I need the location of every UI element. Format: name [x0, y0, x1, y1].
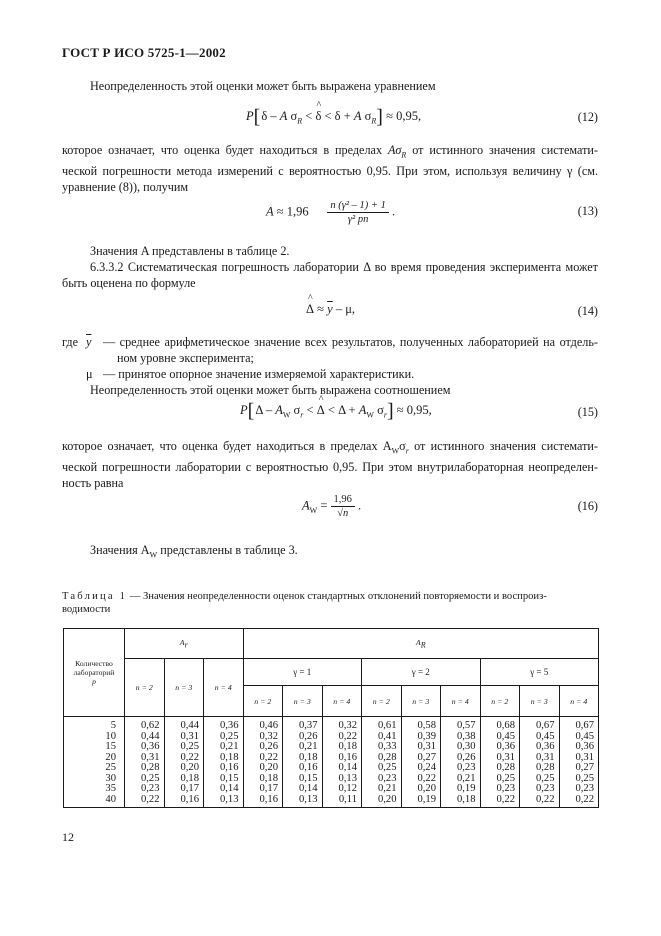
equation-13: A ≈ 1,96 $\frac{\text{n (γ² – 1) + 1}}{\text{γ² pn}}$ .	[266, 200, 396, 225]
eq16-denominator: √n	[337, 508, 349, 519]
table-cell: 0,31	[180, 730, 199, 742]
table-cell: 0,16	[298, 762, 318, 773]
paragraph-3: Значения A представлены в таблице 2.	[90, 244, 290, 258]
table-cell: 0,22	[140, 793, 160, 805]
table-col-6	[362, 717, 402, 808]
table-cell: 0,15	[219, 772, 239, 784]
equation-14: Δ ^ ≈ $\overline{y}$ – μ,	[306, 293, 356, 316]
table-cell: 0,36	[496, 741, 515, 752]
table-col-2	[204, 717, 244, 808]
table-cell: 0,28	[496, 762, 515, 773]
table-col-p	[64, 717, 125, 808]
table-cell: 0,36	[575, 741, 594, 752]
table-cell: 0,17	[180, 783, 199, 794]
table-cell-p: 5	[110, 720, 116, 731]
document-header: ГОСТ Р ИСО 5725-1—2002	[62, 45, 226, 60]
table-cell: 0,22	[496, 793, 515, 805]
uncertainty-table	[63, 628, 599, 808]
table-body-row	[64, 717, 599, 808]
table-cell: 0,61	[377, 720, 397, 731]
equation-number-15: (15)	[577, 405, 598, 419]
table-col-11	[559, 717, 599, 808]
table-cell: 0,39	[417, 730, 436, 742]
eq16-numerator: 1,96	[331, 494, 355, 507]
paragraph-2-text-b: от истинного значения системати-	[406, 143, 598, 157]
where-symbol-mu: μ	[86, 367, 93, 381]
table-cell: 0,15	[298, 772, 318, 784]
table-cell-p: 15	[105, 741, 116, 752]
table-cell-p: 30	[105, 772, 116, 784]
paragraph-2-text-d: уравнение (8)), получим	[62, 180, 189, 195]
eq13-numerator: n (γ² – 1) + 1	[330, 200, 386, 211]
table-header-n4-r: n = 4	[204, 659, 244, 717]
equation-number-13: (13)	[577, 204, 598, 218]
table-cell: 0,22	[535, 793, 555, 805]
eq12-rhs: 0,95,	[396, 109, 422, 123]
table-header-n4: n = 4	[559, 686, 599, 717]
table-header-n4: n = 4	[322, 686, 362, 717]
table-cell: 0,68	[496, 720, 515, 731]
table-header-gamma-1: γ = 1	[243, 659, 362, 686]
table-cell: 0,28	[535, 762, 555, 773]
table-cell: 0,18	[219, 751, 239, 763]
table-cell: 0,13	[219, 793, 239, 805]
paragraph-4-text-a: 6.3.3.2 Систематическая погрешность лаборатории Δ во время проведения эксперимента может	[90, 260, 598, 274]
table-caption-text: — Значения неопределенности оценок стандартных отклонений повторяемости и воспроиз-	[127, 591, 547, 602]
table-header-labs-label: Количество лабораторий	[73, 659, 115, 677]
table-cell: 0,23	[535, 783, 555, 794]
table-cell-p: 35	[105, 783, 116, 794]
paragraph-2-symbol: Aσ	[387, 143, 402, 157]
table-header-n4: n = 4	[441, 686, 481, 717]
table-caption-text-2: водимости	[62, 604, 111, 615]
table-cell: 0,26	[456, 751, 476, 763]
table-cell: 0,25	[575, 772, 594, 784]
table-cell: 0,21	[298, 741, 318, 752]
table-cell: 0,25	[140, 772, 160, 784]
table-cell-p: 10	[105, 730, 116, 742]
where-text-1: — среднее арифметическое значение всех результатов, полученных лабораторией на отдель-	[103, 335, 598, 349]
table-cell: 0,21	[456, 772, 476, 784]
paragraph-7	[90, 542, 298, 563]
table-cell-p: 40	[105, 793, 116, 805]
table-col-4	[283, 717, 323, 808]
table-cell: 0,11	[338, 793, 357, 805]
table-cell: 0,23	[496, 783, 515, 794]
table-cell: 0,37	[298, 720, 318, 731]
table-cell: 0,20	[259, 762, 278, 773]
table-cell: 0,22	[575, 793, 594, 805]
table-cell: 0,38	[456, 730, 476, 742]
eq13-coef: 1,96	[286, 204, 309, 219]
equation-number-12: (12)	[577, 110, 598, 124]
paragraph-5: Неопределенность этой оценки может быть выражена соотношением	[90, 383, 451, 397]
paragraph-6-text-d: ность равна	[62, 476, 124, 491]
table-cell: 0,36	[219, 720, 239, 731]
table-cell: 0,31	[417, 741, 436, 752]
table-cell: 0,36	[535, 741, 555, 752]
paragraph-6-text-c: ческой погрешности лаборатории с вероятностью 0,95. При этом внутрилабораторная неопределен-	[62, 460, 598, 475]
table-header-n2: n = 2	[362, 686, 402, 717]
table-cell: 0,27	[417, 751, 436, 763]
table-cell: 0,32	[338, 720, 357, 731]
table-cell: 0,30	[456, 741, 476, 752]
table-cell: 0,57	[456, 720, 476, 731]
table-caption	[62, 590, 598, 616]
equation-number-16: (16)	[577, 499, 598, 513]
table-cell: 0,28	[377, 751, 397, 763]
equation-number-14: (14)	[577, 304, 598, 318]
table-header-n3: n = 3	[520, 686, 560, 717]
table-cell: 0,14	[338, 762, 357, 773]
table-cell: 0,23	[456, 762, 476, 773]
table-cell: 0,25	[496, 772, 515, 784]
table-cell: 0,20	[180, 762, 199, 773]
table-cell: 0,31	[535, 751, 555, 763]
table-header-aR: $A_R$	[243, 629, 599, 659]
paragraph-7-text-b: представлены в таблице 3.	[157, 543, 298, 557]
table-cell: 0,44	[180, 720, 199, 731]
table-cell: 0,21	[377, 783, 397, 794]
eq13-denominator: γ² pn	[347, 214, 369, 225]
table-cell: 0,26	[259, 741, 278, 752]
table-cell: 0,14	[298, 783, 318, 794]
table-cell-p: 25	[105, 762, 116, 773]
table-cell: 0,16	[219, 762, 239, 773]
table-cell: 0,41	[377, 730, 397, 742]
table-cell: 0,22	[417, 772, 436, 784]
equation-12: P[ δ – A $\sigma_R < \delta$ ^ < δ + A $\sigma_R] \approx 0,95$,	[246, 100, 422, 128]
page-number: 12	[62, 830, 74, 844]
table-caption-prefix: Таблица 1	[62, 591, 128, 602]
table-col-0	[125, 717, 165, 808]
table-col-1	[164, 717, 204, 808]
table-cell: 0,22	[338, 730, 357, 742]
paragraph-6	[62, 438, 598, 491]
table-header-n2: n = 2	[243, 686, 283, 717]
table-header-ar: $A_r$	[125, 629, 244, 659]
table-cell: 0,25	[219, 730, 239, 742]
table-col-10	[520, 717, 560, 808]
table-cell: 0,28	[140, 762, 160, 773]
table-cell: 0,18	[259, 772, 278, 784]
table-cell: 0,67	[575, 720, 594, 731]
table-header-n2: n = 2	[480, 686, 520, 717]
paragraph-6-text-b: от истинного значения системати-	[408, 439, 598, 453]
table-header-labs-sub: p	[92, 677, 96, 686]
table-cell: 0,19	[417, 793, 436, 805]
table-header-gamma-2: γ = 2	[362, 659, 481, 686]
table-cell: 0,13	[338, 772, 357, 784]
table-cell: 0,24	[417, 762, 436, 773]
table-cell: 0,18	[180, 772, 199, 784]
paragraph-2-text-a: которое означает, что оценка будет находиться в пределах	[62, 143, 388, 157]
table-cell: 0,23	[575, 783, 594, 794]
table-header-n2-r: n = 2	[125, 659, 165, 717]
table-header-gamma-5: γ = 5	[480, 659, 599, 686]
where-text-2: — принятое опорное значение измеряемой характеристики.	[103, 367, 415, 381]
table-cell: 0,19	[456, 783, 476, 794]
paragraph-6-text-a: которое означает, что оценка будет находиться в пределах A	[62, 439, 392, 453]
table-cell: 0,22	[180, 751, 199, 763]
table-col-5	[322, 717, 362, 808]
table-cell: 0,45	[535, 730, 555, 742]
table-cell: 0,36	[140, 741, 160, 752]
paragraph-2	[62, 142, 598, 195]
paragraph-7-sub: W	[149, 550, 158, 560]
paragraph-4-text-b: быть оценена по формуле	[62, 276, 196, 290]
table-cell: 0,23	[140, 783, 160, 794]
table-cell: 0,16	[180, 793, 199, 805]
table-cell: 0,45	[496, 730, 515, 742]
table-cell: 0,18	[456, 793, 476, 805]
table-cell: 0,46	[259, 720, 278, 731]
table-cell: 0,12	[338, 783, 357, 794]
table-cell: 0,44	[140, 730, 160, 742]
table-header-n3-r: n = 3	[164, 659, 204, 717]
paragraph-7-text-a: Значения A	[90, 543, 150, 557]
table-header-n3: n = 3	[283, 686, 323, 717]
table-cell: 0,16	[338, 751, 357, 763]
table-cell: 0,33	[377, 741, 397, 752]
table-cell: 0,18	[338, 741, 357, 752]
table-cell: 0,31	[575, 751, 594, 763]
table-cell-p: 20	[105, 751, 116, 763]
table-cell: 0,31	[496, 751, 515, 763]
where-label: где	[62, 335, 79, 349]
paragraph-2-sub: R	[401, 150, 407, 160]
equation-16: $A_W$ = $\frac{1,96}{√n}$ .	[302, 494, 362, 519]
table-cell: 0,45	[575, 730, 594, 742]
where-symbol-y: $\overline{y}$	[86, 335, 92, 349]
table-cell: 0,18	[298, 751, 318, 763]
paragraph-1: Неопределенность этой оценки может быть выражена уравнением	[90, 79, 436, 93]
table-cell: 0,25	[180, 741, 199, 752]
table-col-7	[401, 717, 441, 808]
paragraph-6-sub: W	[391, 446, 400, 456]
where-text-1-cont: ном уровне эксперимента;	[117, 351, 254, 365]
paragraph-6-sym: σ	[399, 439, 406, 453]
table-header-labs	[64, 629, 125, 717]
table-cell: 0,20	[377, 793, 397, 805]
table-cell: 0,17	[259, 783, 278, 794]
table-col-8	[441, 717, 481, 808]
table-cell: 0,67	[535, 720, 555, 731]
paragraph-2-text-c: ческой погрешности метода измерений с вероятностью 0,95. При этом, используя величину γ (см.	[62, 164, 598, 179]
table-cell: 0,62	[140, 720, 160, 731]
table-cell: 0,20	[417, 783, 436, 794]
table-col-3	[243, 717, 283, 808]
table-cell: 0,16	[259, 793, 278, 805]
table-cell: 0,25	[377, 762, 397, 773]
table-cell: 0,26	[298, 730, 318, 742]
table-cell: 0,27	[575, 762, 594, 773]
paragraph-4	[62, 259, 598, 291]
table-col-9	[480, 717, 520, 808]
table-cell: 0,58	[417, 720, 436, 731]
table-cell: 0,14	[219, 783, 239, 794]
paragraph-6-sub2: r	[405, 446, 409, 456]
table-cell: 0,21	[219, 741, 239, 752]
table-cell: 0,32	[259, 730, 278, 742]
table-cell: 0,23	[377, 772, 397, 784]
table-cell: 0,31	[140, 751, 160, 763]
eq15-rhs: 0,95,	[406, 403, 432, 417]
table-header-n3: n = 3	[401, 686, 441, 717]
table-cell: 0,25	[535, 772, 555, 784]
table-cell: 0,13	[298, 793, 318, 805]
table-cell: 0,22	[259, 751, 278, 763]
equation-15: P[ Δ – $A_W$ $\sigma_r < \Delta$ ^ < $\Delta + A_W$ $\sigma_r] \approx 0,95$,	[240, 394, 432, 422]
